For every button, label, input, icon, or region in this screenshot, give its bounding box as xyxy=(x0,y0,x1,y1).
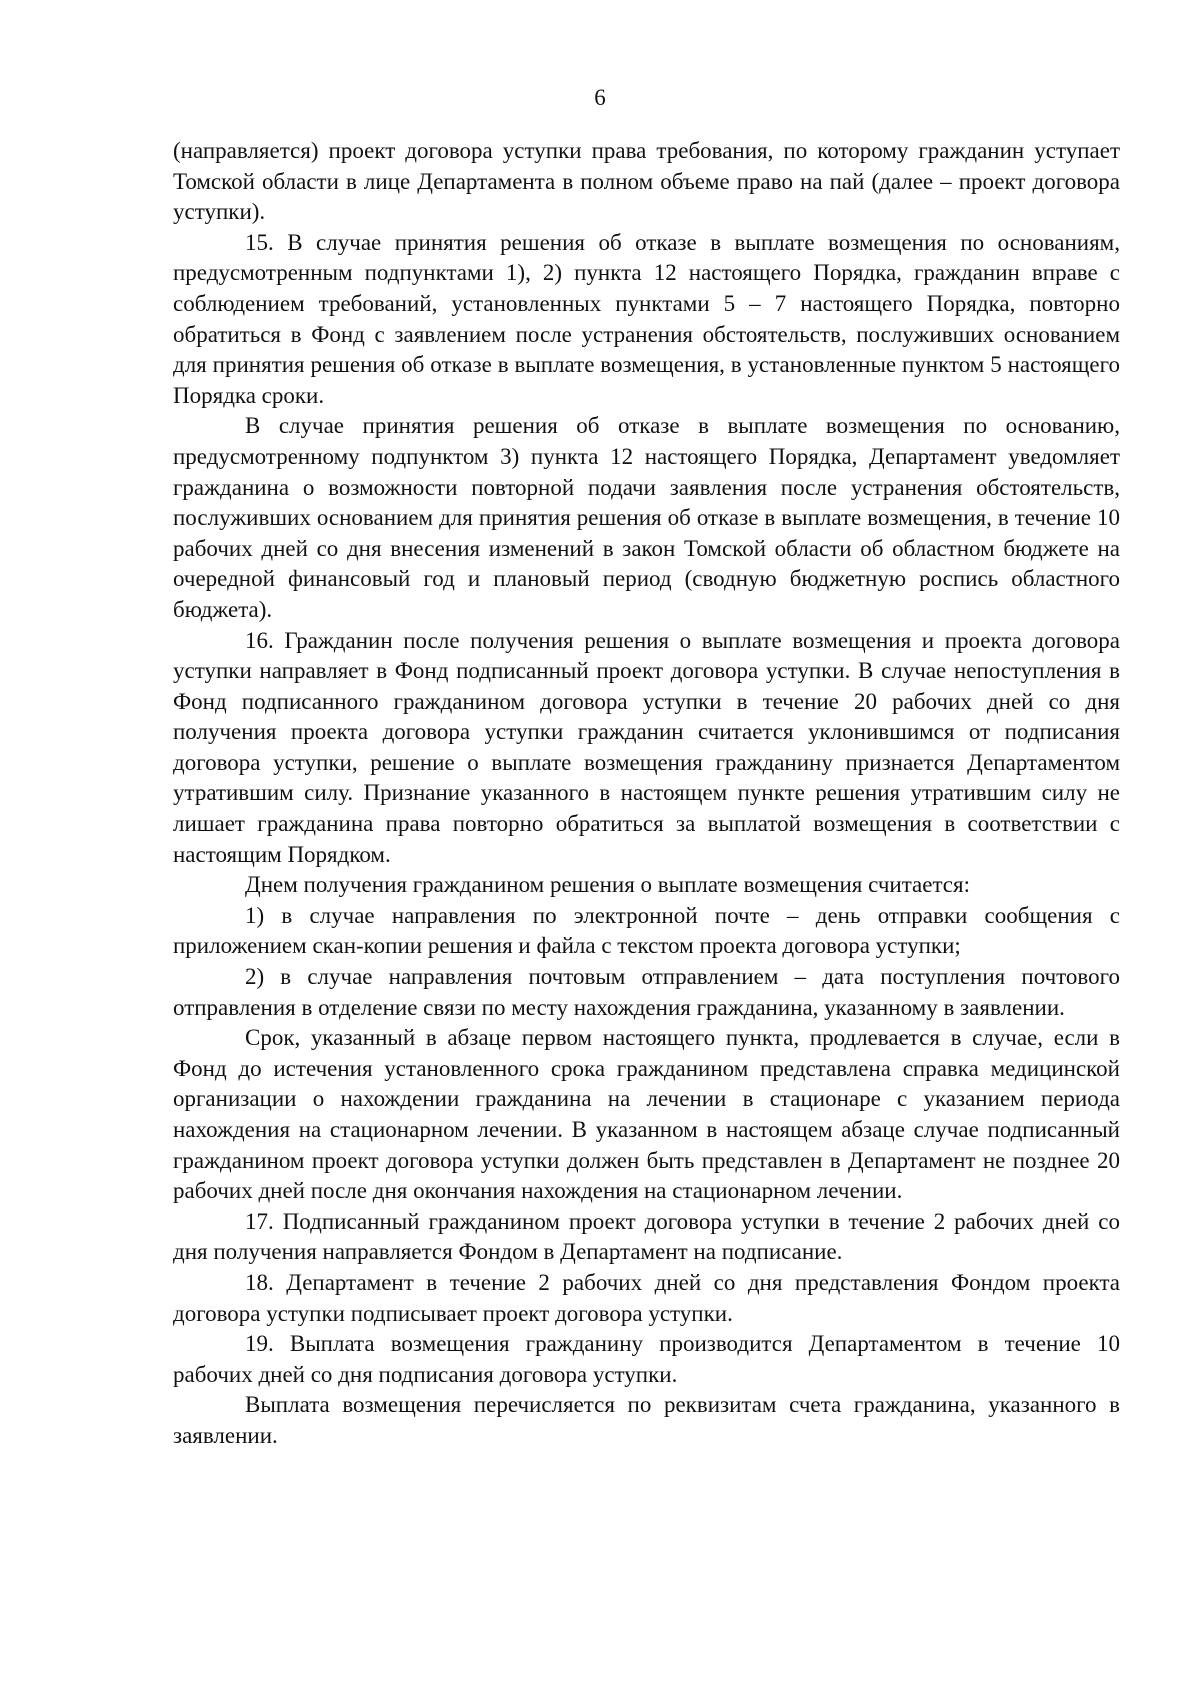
paragraph-item-17: 17. Подписанный гражданином проект договора уступки в течение 2 рабочих дней со дня получения направляется Фондом в Департамент на подписание. xyxy=(173,1208,1120,1265)
paragraph: Срок, указанный в абзаце первом настоящего пункта, продлевается в случае, если в Фонд до истечения установленного срока гражданином представлена справка медицинской организации о нахождении гражданина на лечении в стационаре с указанием периода нахождения на стационарном лечении. В указанном в настоящем абзаце случае подписанный гражданином проект договора уступки должен быть представлен в Департамент не позднее 20 рабочих дней после дня окончания нахождения на стационарном лечении. xyxy=(173,1025,1120,1204)
document-body xyxy=(173,136,1120,1452)
paragraph: В случае принятия решения об отказе в выплате возмещения по основанию, предусмотренному подпунктом 3) пункта 12 настоящего Порядка, Департамент уведомляет гражданина о возможности повторной подачи заявления после устранения обстоятельств, послуживших основанием для принятия решения об отказе в выплате возмещения, в течение 10 рабочих дней со дня внесения изменений в закон Томской области об областном бюджете на очередной финансовый год и плановый период (сводную бюджетную роспись областного бюджета). xyxy=(173,413,1120,622)
list-item: 2) в случае направления почтовым отправлением – дата поступления почтового отправления в отделение связи по месту нахождения гражданина, указанному в заявлении. xyxy=(173,964,1120,1020)
paragraph: Днем получения гражданином решения о выплате возмещения считается: xyxy=(245,872,970,898)
page-number: 6 xyxy=(594,85,606,110)
paragraph-item-18: 18. Департамент в течение 2 рабочих дней со дня представления Фондом проекта договора уступки подписывает проект договора уступки. xyxy=(173,1269,1120,1326)
paragraph-item-15: 15. В случае принятия решения об отказе в выплате возмещения по основаниям, предусмотренным подпунктами 1), 2) пункта 12 настоящего Порядка, гражданин вправе с соблюдением требований, установленных пунктами 5 – 7 настоящего Порядка, повторно обратиться в Фонд с заявлением после устранения обстоятельств, послуживших основанием для принятия решения об отказе в выплате возмещения, в установленные пунктом 5 настоящего Порядка сроки. xyxy=(173,229,1120,408)
paragraph: Выплата возмещения перечисляется по реквизитам счета гражданина, указанного в заявлении. xyxy=(173,1392,1120,1448)
paragraph-continuation: (направляется) проект договора уступки права требования, по которому гражданин уступает Томской области в лице Департамента в полном объеме право на пай (далее – проект договора уступки). xyxy=(173,138,1120,225)
paragraph-item-19: 19. Выплата возмещения гражданину производится Департаментом в течение 10 рабочих дней со дня подписания договора уступки. xyxy=(173,1331,1120,1387)
paragraph-item-16: 16. Гражданин после получения решения о выплате возмещения и проекта договора уступки направляет в Фонд подписанный проект договора уступки. В случае непоступления в Фонд подписанного гражданином договора уступки в течение 20 рабочих дней со дня получения проекта договора уступки гражданин считается уклонившимся от подписания договора уступки, решение о выплате возмещения гражданину признается Департаментом утратившим силу. Признание указанного в настоящем пункте решения утратившим силу не лишает гражданина права повторно обратиться за выплатой возмещения в соответствии с настоящим Порядком. xyxy=(173,627,1120,867)
list-item: 1) в случае направления по электронной почте – день отправки сообщения с приложением скан-копии решения и файла с текстом проекта договора уступки; xyxy=(173,902,1120,959)
